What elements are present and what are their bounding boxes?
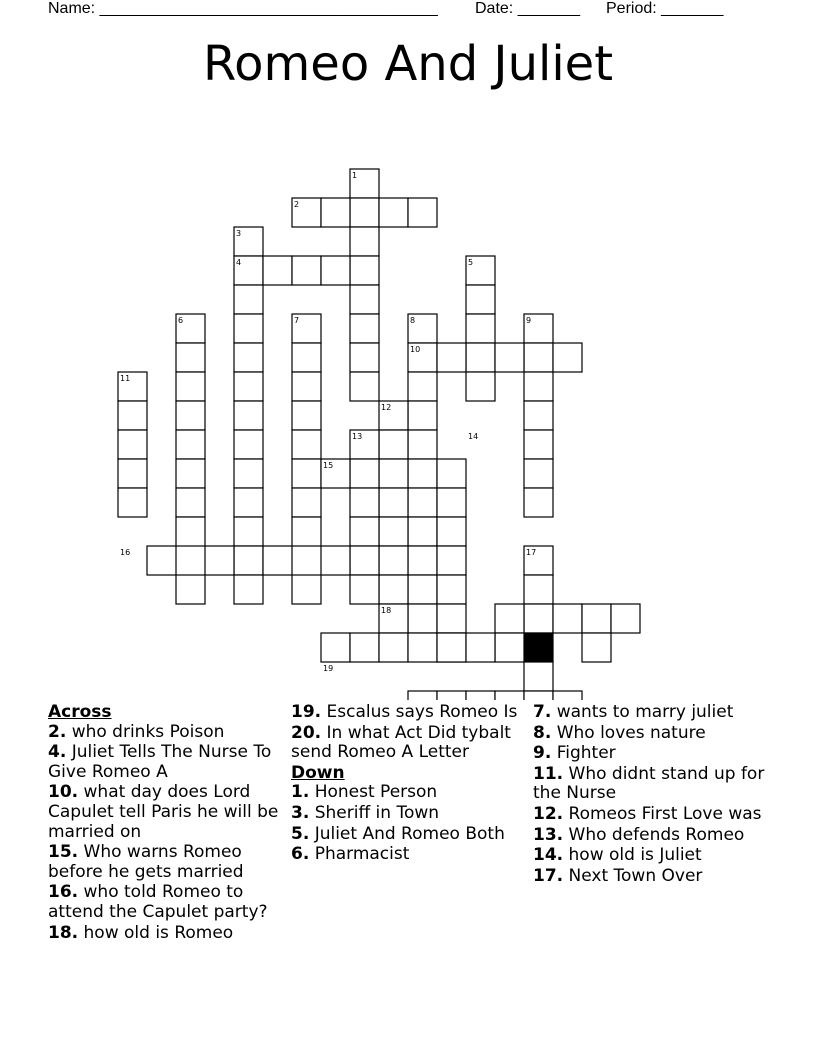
grid-cell[interactable] xyxy=(350,517,379,546)
grid-cell[interactable] xyxy=(408,546,437,575)
grid-cell[interactable] xyxy=(466,633,495,662)
grid-cell[interactable] xyxy=(466,691,495,700)
grid-cell[interactable] xyxy=(292,372,321,401)
clue-number: 5. xyxy=(291,823,310,844)
clue-number: 10. xyxy=(48,782,79,803)
grid-cell[interactable] xyxy=(495,633,524,662)
clue-number-label: 17 xyxy=(526,548,537,557)
grid-cell[interactable] xyxy=(379,546,408,575)
grid-cell[interactable] xyxy=(524,691,553,700)
grid-cell[interactable] xyxy=(379,633,408,662)
grid-cell[interactable] xyxy=(321,198,350,227)
date-field-label[interactable]: Date: _______ xyxy=(475,0,580,17)
clue-number-label: 13 xyxy=(352,432,363,441)
grid-cell[interactable] xyxy=(466,372,495,401)
grid-cell[interactable] xyxy=(582,633,611,662)
grid-cell[interactable] xyxy=(553,691,582,700)
grid-cell[interactable] xyxy=(379,575,408,604)
clue-number-label: 18 xyxy=(381,606,392,615)
grid-cell[interactable] xyxy=(379,517,408,546)
clues-column-1 xyxy=(48,703,284,944)
grid-cell[interactable] xyxy=(524,343,553,372)
grid-cell[interactable] xyxy=(524,604,553,633)
clue-item xyxy=(533,867,773,887)
grid-cell[interactable] xyxy=(234,285,263,314)
grid-cell[interactable] xyxy=(234,430,263,459)
clue-text: In what Act Did tybalt send Romeo A Letter xyxy=(291,722,511,763)
clue-number-label: 5 xyxy=(468,258,474,267)
clue-text: Who defends Romeo xyxy=(563,824,745,845)
grid-cell[interactable] xyxy=(292,517,321,546)
grid-cell[interactable] xyxy=(350,314,379,343)
grid-cell[interactable] xyxy=(553,343,582,372)
grid-cell[interactable] xyxy=(379,488,408,517)
grid-cell[interactable] xyxy=(263,546,292,575)
grid-cell[interactable] xyxy=(379,459,408,488)
grid-cell[interactable] xyxy=(524,430,553,459)
clue-number-label: 14 xyxy=(468,432,479,441)
grid-cell[interactable] xyxy=(408,517,437,546)
clue-number: 7. xyxy=(533,702,552,722)
clues-column-3 xyxy=(533,703,773,887)
clue-number: 12. xyxy=(533,803,564,824)
clue-item xyxy=(533,744,773,764)
grid-cell[interactable] xyxy=(495,343,524,372)
clue-item xyxy=(533,703,773,723)
grid-cell[interactable] xyxy=(205,546,234,575)
grid-cell[interactable] xyxy=(176,430,205,459)
grid-cell[interactable] xyxy=(350,488,379,517)
grid-cell[interactable] xyxy=(350,198,379,227)
grid-cell[interactable] xyxy=(437,633,466,662)
grid-cell[interactable] xyxy=(292,401,321,430)
grid-cell[interactable] xyxy=(118,488,147,517)
clue-number-label: 19 xyxy=(323,664,334,673)
clue-text: Romeos First Love was xyxy=(563,803,762,824)
grid-cell[interactable] xyxy=(437,517,466,546)
grid-cell[interactable] xyxy=(611,604,640,633)
clue-number-label: 3 xyxy=(236,229,242,238)
grid-cell[interactable] xyxy=(292,343,321,372)
clue-number-label: 16 xyxy=(120,548,131,557)
grid-cell[interactable] xyxy=(408,198,437,227)
clue-number: 14. xyxy=(533,845,564,866)
clue-number-label: 7 xyxy=(294,316,300,325)
clue-number-label: 4 xyxy=(236,258,242,267)
clue-number: 18. xyxy=(48,922,79,943)
grid-cell[interactable] xyxy=(292,575,321,604)
grid-cell[interactable] xyxy=(176,488,205,517)
clue-number: 4. xyxy=(48,742,67,763)
across-heading: Across xyxy=(48,702,112,722)
grid-cell[interactable] xyxy=(408,430,437,459)
grid-cell[interactable] xyxy=(147,546,176,575)
grid-cell[interactable] xyxy=(176,459,205,488)
grid-cell[interactable] xyxy=(408,372,437,401)
grid-cell[interactable] xyxy=(321,633,350,662)
grid-cell[interactable] xyxy=(350,285,379,314)
grid-cell[interactable] xyxy=(437,488,466,517)
grid-cell[interactable] xyxy=(292,488,321,517)
grid-cell[interactable] xyxy=(350,227,379,256)
grid-cell[interactable] xyxy=(495,691,524,700)
clue-text: Who loves nature xyxy=(551,722,706,743)
grid-cell[interactable] xyxy=(118,430,147,459)
grid-cell[interactable] xyxy=(524,488,553,517)
clue-text: Escalus says Romeo Is xyxy=(321,702,518,722)
clue-number: 1. xyxy=(291,782,310,803)
clue-item xyxy=(48,783,284,842)
clue-text: Juliet And Romeo Both xyxy=(309,823,505,844)
across-clue-list-continued xyxy=(291,703,521,763)
clue-number: 13. xyxy=(533,824,564,845)
clue-item xyxy=(533,805,773,825)
grid-cell[interactable] xyxy=(466,285,495,314)
clue-item xyxy=(291,724,521,763)
grid-cell[interactable] xyxy=(176,575,205,604)
grid-cell[interactable] xyxy=(495,604,524,633)
clue-number-label: 1 xyxy=(352,171,358,180)
grid-cell[interactable] xyxy=(524,459,553,488)
grid-cell[interactable] xyxy=(437,343,466,372)
grid-cell[interactable] xyxy=(118,459,147,488)
grid-cell[interactable] xyxy=(321,546,350,575)
clue-text: Pharmacist xyxy=(309,844,410,865)
grid-cell[interactable] xyxy=(234,517,263,546)
grid-cell[interactable] xyxy=(118,401,147,430)
clue-item xyxy=(48,843,284,882)
grid-cell[interactable] xyxy=(263,256,292,285)
clue-item xyxy=(533,846,773,866)
clue-number-label: 9 xyxy=(526,316,532,325)
clue-item xyxy=(291,845,521,865)
grid-cell[interactable] xyxy=(408,459,437,488)
down-clue-list xyxy=(291,783,521,864)
grid-cell[interactable] xyxy=(408,575,437,604)
grid-cell[interactable] xyxy=(234,343,263,372)
clue-number: 16. xyxy=(48,882,79,903)
clue-number-label: 12 xyxy=(381,403,392,412)
grid-cell[interactable] xyxy=(350,343,379,372)
clue-text: Juliet Tells The Nurse To Give Romeo A xyxy=(48,742,272,782)
grid-cell[interactable] xyxy=(350,633,379,662)
grid-cell[interactable] xyxy=(176,372,205,401)
clue-item xyxy=(533,765,773,804)
clue-number-label: 10 xyxy=(410,345,421,354)
clue-item xyxy=(48,883,284,922)
down-heading: Down xyxy=(291,762,345,783)
clues-column-2 xyxy=(291,703,521,866)
clue-text: how old is Juliet xyxy=(563,845,702,866)
clue-text: Sheriff in Town xyxy=(309,802,440,823)
grid-cell[interactable] xyxy=(292,256,321,285)
grid-cell[interactable] xyxy=(176,401,205,430)
clue-number: 8. xyxy=(533,722,552,743)
clue-text: Who didnt stand up for the Nurse xyxy=(533,763,765,804)
clue-number-label: 15 xyxy=(323,461,334,470)
clue-number-label: 8 xyxy=(410,316,416,325)
period-field-label[interactable]: Period: _______ xyxy=(606,0,724,17)
clue-number: 17. xyxy=(533,865,564,886)
grid-cell[interactable] xyxy=(234,488,263,517)
grid-cell[interactable] xyxy=(350,256,379,285)
clue-text: Who warns Romeo before he gets married xyxy=(48,842,244,882)
grid-cell[interactable] xyxy=(524,575,553,604)
grid-cell[interactable] xyxy=(408,691,437,700)
page-title: Romeo And Juliet xyxy=(202,36,614,92)
grid-cell[interactable] xyxy=(437,691,466,700)
clue-text: what day does Lord Capulet tell Paris he will be married on xyxy=(48,782,279,842)
clue-number: 15. xyxy=(48,842,79,863)
down-clue-list-continued xyxy=(533,703,773,886)
clue-text: who told Romeo to attend the Capulet party? xyxy=(48,882,268,922)
clue-item xyxy=(291,703,521,723)
grid-cell[interactable] xyxy=(234,372,263,401)
black-cell xyxy=(524,633,553,662)
grid-cell[interactable] xyxy=(234,459,263,488)
clue-item xyxy=(533,724,773,744)
clue-item xyxy=(291,804,521,824)
across-clue-list xyxy=(48,723,284,944)
clue-number-label: 11 xyxy=(120,374,131,383)
clue-number-label: 6 xyxy=(178,316,184,325)
grid-cell[interactable] xyxy=(350,372,379,401)
grid-cell[interactable] xyxy=(350,546,379,575)
clue-item xyxy=(291,825,521,845)
clue-number: 11. xyxy=(533,763,564,784)
grid-cell[interactable] xyxy=(437,546,466,575)
grid-cell[interactable] xyxy=(408,604,437,633)
grid-cell[interactable] xyxy=(234,546,263,575)
clue-number: 20. xyxy=(291,722,322,743)
grid-cell[interactable] xyxy=(234,401,263,430)
grid-cell[interactable] xyxy=(292,459,321,488)
clue-item xyxy=(48,723,284,743)
grid-cell[interactable] xyxy=(408,633,437,662)
clue-item xyxy=(533,826,773,846)
clue-number: 2. xyxy=(48,721,67,742)
grid-cell[interactable] xyxy=(379,430,408,459)
grid-cell[interactable] xyxy=(408,488,437,517)
clue-text: Next Town Over xyxy=(563,865,703,886)
grid-cell[interactable] xyxy=(466,314,495,343)
clue-text: who drinks Poison xyxy=(66,721,225,742)
clue-text: wants to marry juliet xyxy=(551,702,734,722)
grid-cell[interactable] xyxy=(321,256,350,285)
grid-cell[interactable] xyxy=(466,343,495,372)
grid-cell[interactable] xyxy=(437,604,466,633)
grid-cell[interactable] xyxy=(234,314,263,343)
clue-number: 6. xyxy=(291,844,310,865)
grid-cell[interactable] xyxy=(176,517,205,546)
grid-cell[interactable] xyxy=(350,575,379,604)
grid-cell[interactable] xyxy=(234,575,263,604)
clue-number: 9. xyxy=(533,743,552,764)
grid-cell[interactable] xyxy=(408,401,437,430)
clue-text: how old is Romeo xyxy=(78,922,234,943)
name-field-label[interactable]: Name: ______________________________________ xyxy=(48,0,438,17)
grid-cell[interactable] xyxy=(379,198,408,227)
grid-cell[interactable] xyxy=(437,459,466,488)
clue-text: Honest Person xyxy=(309,782,438,803)
clue-item xyxy=(291,783,521,803)
clue-number: 19. xyxy=(291,702,322,722)
clue-number-label: 2 xyxy=(294,200,300,209)
clue-item xyxy=(48,743,284,782)
grid-cell[interactable] xyxy=(350,459,379,488)
grid-cell[interactable] xyxy=(176,343,205,372)
grid-cell[interactable] xyxy=(292,430,321,459)
clue-item xyxy=(48,924,284,944)
clue-text: Fighter xyxy=(551,743,616,764)
grid-cell[interactable] xyxy=(553,604,582,633)
grid-cell[interactable] xyxy=(524,401,553,430)
grid-cell[interactable] xyxy=(524,372,553,401)
grid-cell[interactable] xyxy=(582,604,611,633)
grid-cell[interactable] xyxy=(437,575,466,604)
clue-number: 3. xyxy=(291,802,310,823)
grid-cell[interactable] xyxy=(524,662,553,691)
